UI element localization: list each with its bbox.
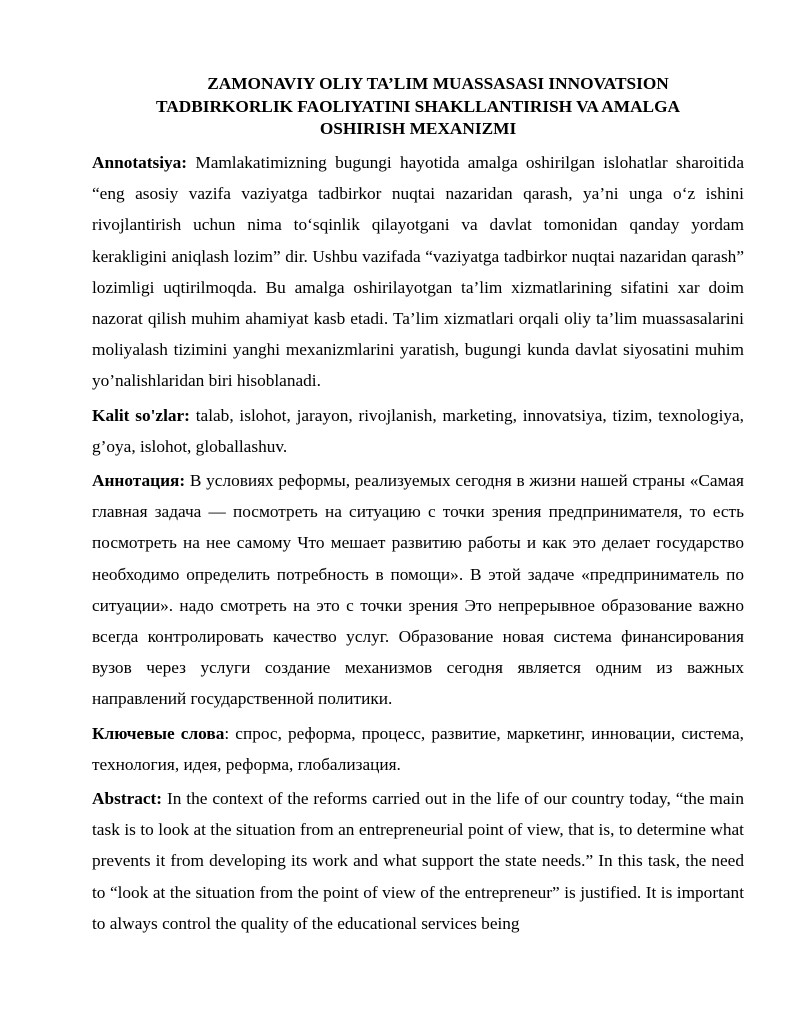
abstract-en-text: In the context of the reforms carried out in the life of our country today, “the main task is to look at the situation from an entrepreneurial point of view, that is, to determine what prevents it from developing its work and what support the state needs.” In this task, the need to “look at the situation from the point of view of the entrepreneur” is justified. It is important to always control the quality of the educational services being bbox=[92, 789, 744, 933]
title-line-2: TADBIRKORLIK FAOLIYATINI SHAKLLANTIRISH VA AMALGA bbox=[156, 96, 680, 116]
abstract-en bbox=[92, 783, 744, 939]
annotation-uz bbox=[92, 147, 744, 397]
annotation-ru bbox=[92, 465, 744, 715]
paper-body bbox=[92, 147, 744, 942]
keywords-ru-label: Ключевые слова bbox=[92, 723, 225, 743]
keywords-uz-label: Kalit so'zlar: bbox=[92, 405, 190, 425]
annotation-uz-text: Mamlakatimizning bugungi hayotida amalga oshirilgan islohatlar sharoitida “eng asosiy vazifa vaziyatga tadbirkor nuqtai nazaridan qarash, ya’ni unga o‘z ishini rivojlantirish uchun nima to‘sqinlik qilayotgani va davlat tomonidan qanday yordam kerakligini aniqlash lozim” dir. Ushbu vazifada “vaziyatga tadbirkor nuqtai nazaridan qarash” lozimligi uqtirilmoqda. Bu amalga oshirilayotgan ta’lim xizmatlarining sifatini xar doim nazorat qilish muhim ahamiyat kasb etadi. Ta’lim xizmatlari orqali oliy ta’lim muassasalarini moliyalash tizimini yanghi mexanizmlarini yaratish, bugungi kunda davlat siyosatini muhim yo’nalishlaridan biri hisoblanadi. bbox=[92, 153, 744, 391]
annotation-ru-text: В условиях реформы, реализуемых сегодня в жизни нашей страны «Самая главная задача — посмотреть на ситуацию с точки зрения предпринимателя, то есть посмотреть на нее самому Что мешает развитию работы и как это делает государство необходимо определить потребность в помощи». В этой задаче «предприниматель по ситуации». надо смотреть на это с точки зрения Это непрерывное образование важно всегда контролировать качество услуг. Образование новая система финансирования вузов через услуги создание механизмов сегодня является одним из важных направлений государственной политики. bbox=[92, 471, 744, 709]
keywords-uz-text: talab, islohot, jarayon, rivojlanish, marketing, innovatsiya, tizim, texnologiya, g’oya, islohot, globallashuv. bbox=[92, 405, 745, 456]
annotation-uz-label: Annotatsiya: bbox=[92, 153, 188, 172]
keywords-uz bbox=[92, 400, 744, 462]
paper-title bbox=[92, 73, 744, 141]
annotation-ru-label: Аннотация: bbox=[92, 471, 186, 491]
title-line-3: OSHIRISH MEXANIZMI bbox=[319, 119, 517, 138]
title-line-1: ZAMONAVIY OLIY TA’LIM MUASSASASI INNOVATSION bbox=[207, 74, 669, 93]
keywords-ru-text: : спрос, реформа, процесс, развитие, маркетинг, инновации, система, технология, идея, реформа, глобализация. bbox=[92, 723, 744, 774]
keywords-ru bbox=[92, 718, 744, 780]
abstract-en-label: Abstract: bbox=[92, 789, 163, 809]
